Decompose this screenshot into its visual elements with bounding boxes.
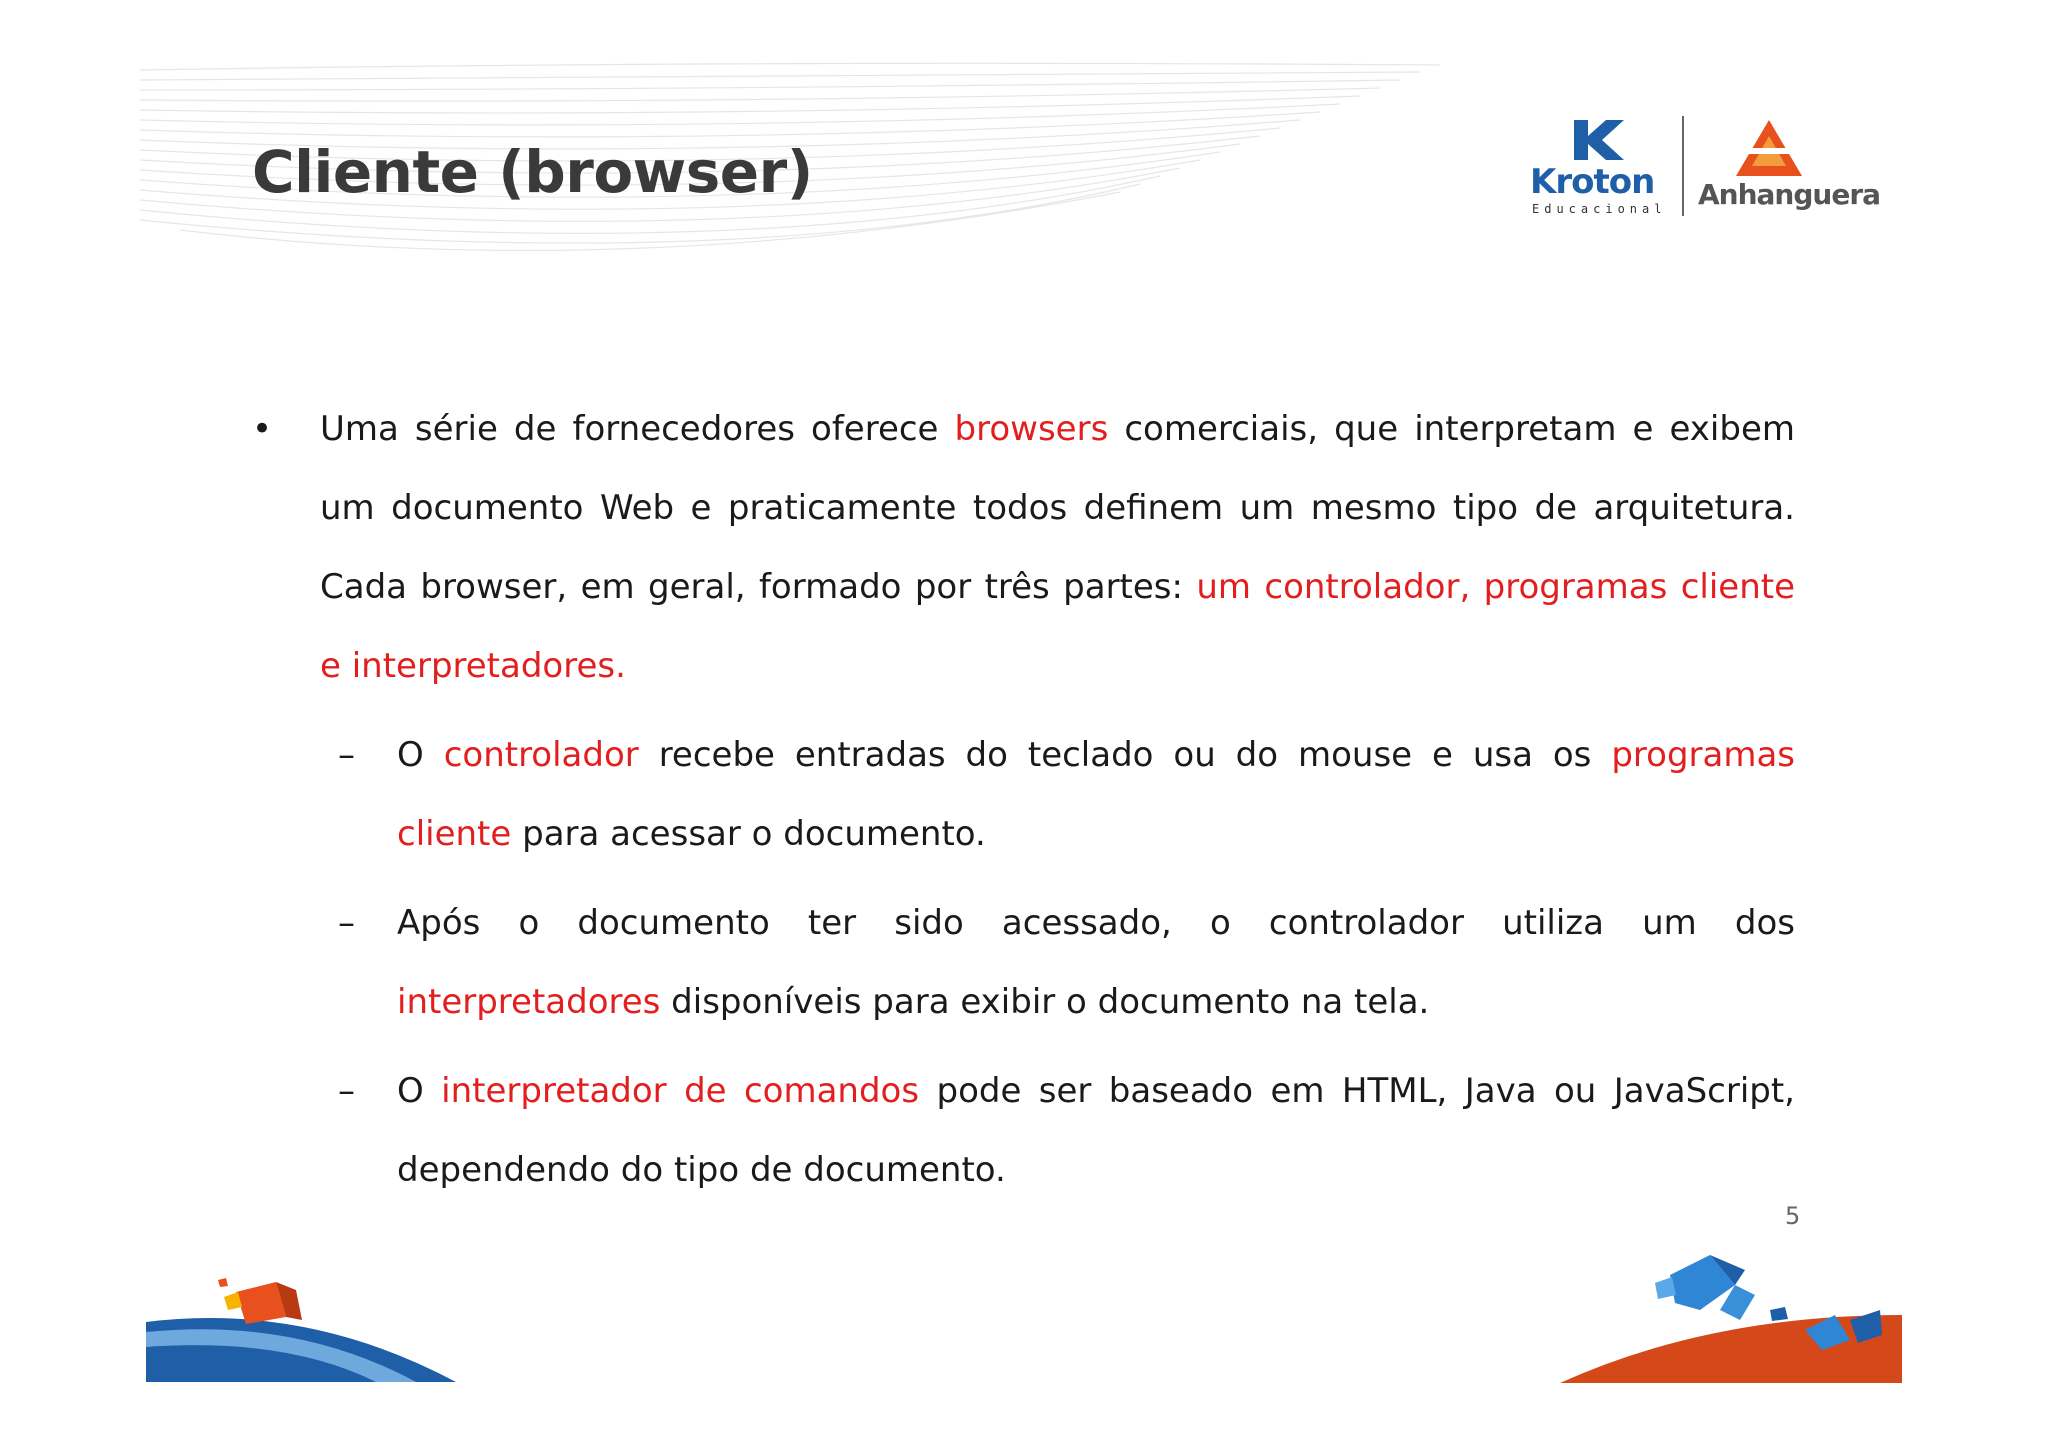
page-number: 5 [1785, 1202, 1801, 1230]
sub-item-text: O [397, 735, 444, 775]
sub-item-text: para acessar o documento. [511, 814, 986, 854]
bullet-item [250, 390, 1795, 706]
sub-item-text: recebe entradas do teclado ou do mouse e usa os [638, 735, 1612, 775]
anhanguera-logo [1698, 118, 1881, 218]
sub-item-text: pode ser baseado em HTML, Java ou JavaScript, dependendo do tipo de documento. [397, 1071, 1795, 1190]
slide-body [250, 390, 1795, 1220]
kroton-wordmark: Kroton [1530, 162, 1655, 202]
sub-item-text: disponíveis para exibir o documento na tela. [660, 982, 1430, 1022]
sub-item-text: O [397, 1071, 442, 1111]
sub-item-text: Após o documento ter sido acessado, o controlador utiliza um dos [397, 903, 1795, 943]
sub-item-interpretador-comandos [250, 1052, 1795, 1210]
sub-item-controlador [250, 716, 1795, 874]
highlight-three-parts: um controlador, programas cliente e interpretadores. [320, 567, 1795, 686]
dash-marker: – [338, 1071, 355, 1111]
bullet-text: comerciais, que interpretam e exibem um documento Web e praticamente todos definem um mesmo tipo de arquitetura. Cada browser, em geral, formado por três partes: [320, 409, 1795, 607]
kroton-logo [1530, 118, 1665, 218]
anhanguera-wordmark: Anhanguera [1698, 178, 1881, 211]
highlight-interpretador-de-comandos: interpretador de comandos [441, 1071, 920, 1111]
sub-item-interpretadores [250, 884, 1795, 1042]
slide-title: Cliente (browser) [252, 138, 813, 206]
highlight-programas-cliente: programas cliente [397, 735, 1796, 854]
logo-divider [1682, 116, 1684, 216]
highlight-controlador: controlador [443, 735, 639, 775]
dash-marker: – [338, 735, 355, 775]
anhanguera-triangle-icon [1734, 118, 1804, 178]
bullet-marker: • [252, 409, 273, 449]
footer-left-decoration [146, 1262, 456, 1382]
footer-right-decoration [1560, 1255, 1902, 1383]
kroton-k-icon [1572, 118, 1627, 162]
dash-marker: – [338, 903, 355, 943]
highlight-interpretadores: interpretadores [397, 982, 661, 1022]
bullet-text: Uma série de fornecedores oferece [320, 409, 955, 449]
highlight-browsers: browsers [954, 409, 1109, 449]
kroton-subtitle: Educacional [1532, 202, 1667, 216]
